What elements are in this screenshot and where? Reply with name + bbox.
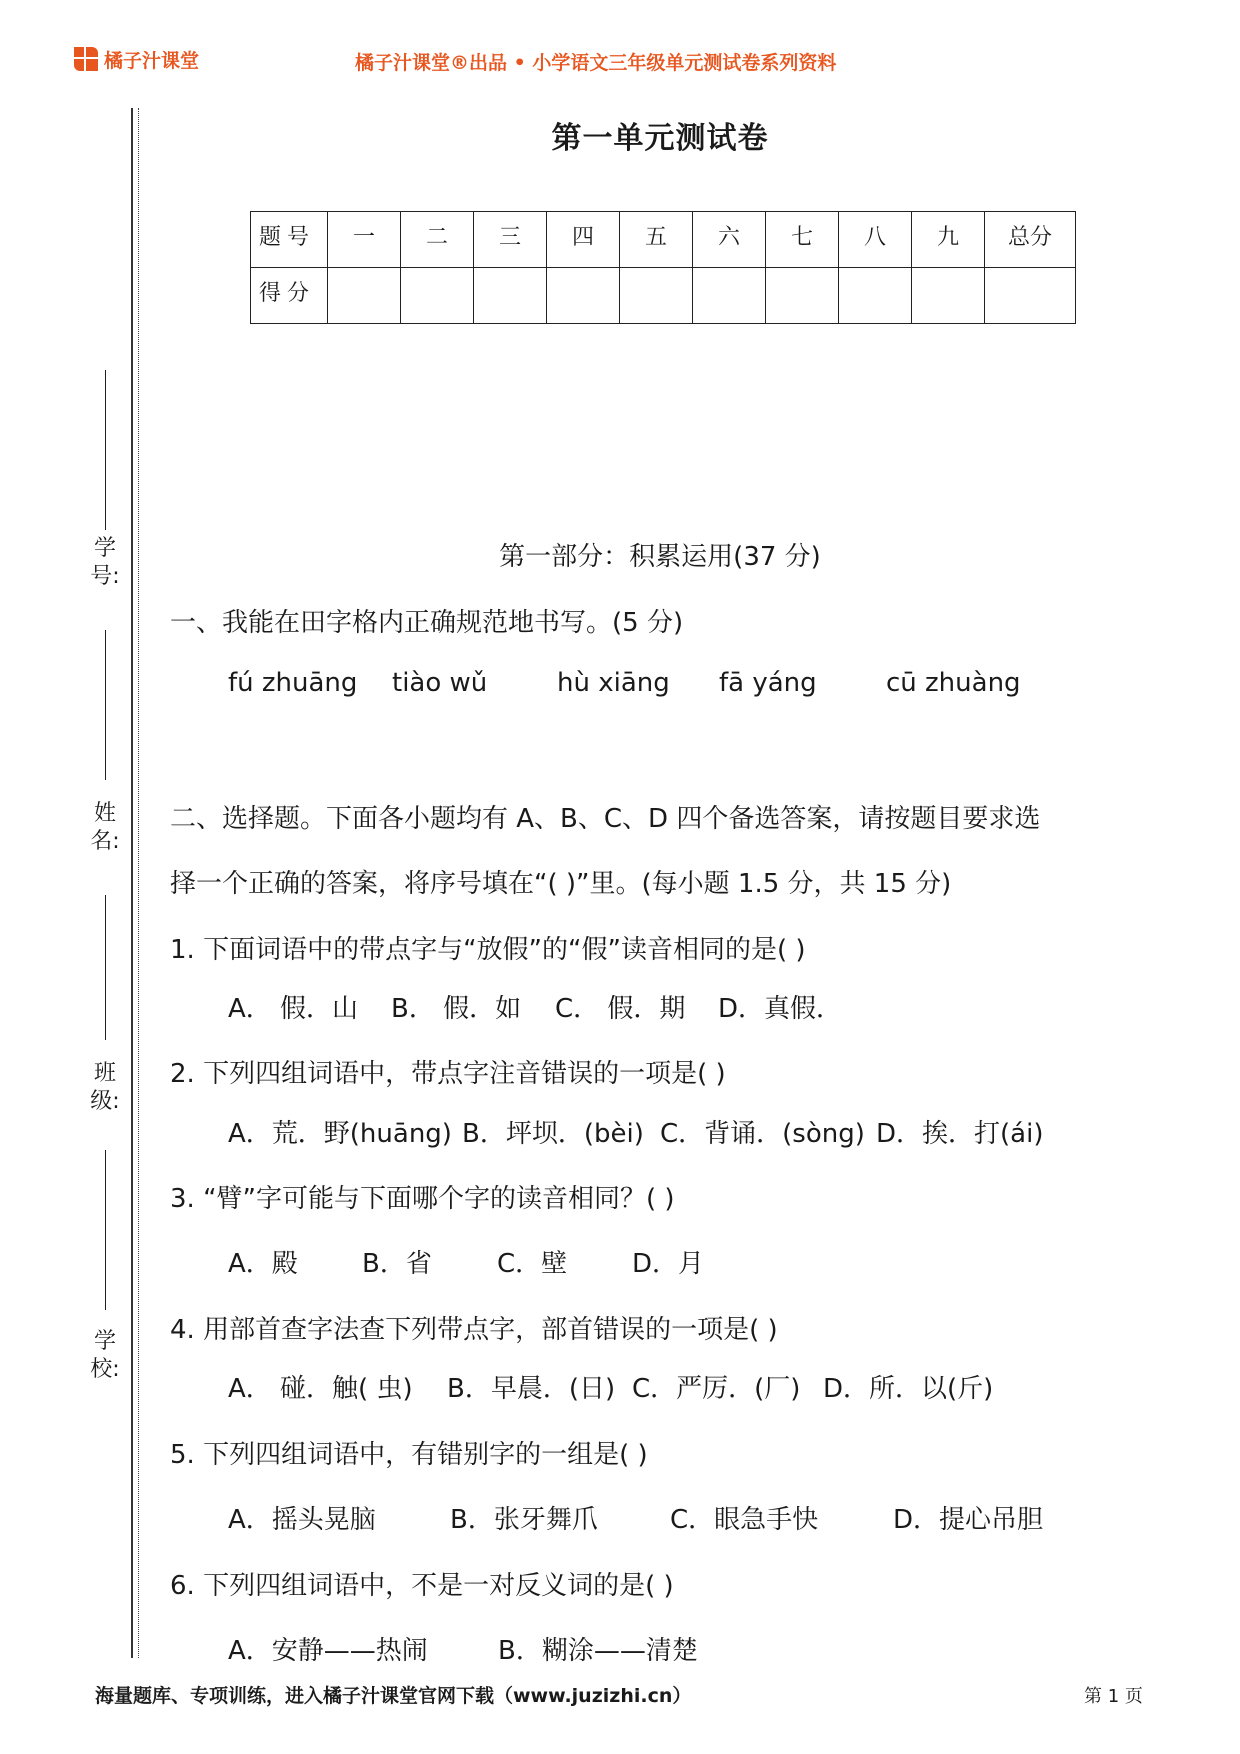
part-title: 第一部分：积累运用(37 分) bbox=[499, 542, 821, 572]
table-row bbox=[251, 268, 1076, 324]
question-stem: 1. 下面词语中的带点字与“放假”的“假”读音相同的是( ) bbox=[170, 935, 806, 965]
answer-option: B． 假．如 bbox=[391, 994, 522, 1024]
table-row-head: 题号 bbox=[251, 212, 328, 268]
answer-option: D．挨．打(ái) bbox=[876, 1119, 1044, 1149]
answer-option: C．眼急手快 bbox=[670, 1505, 819, 1535]
q2-heading: 二、选择题。下面各小题均有 A、B、C、D 四个备选答案，请按题目要求选 bbox=[170, 804, 1041, 834]
score-cell[interactable] bbox=[401, 268, 474, 324]
student-id-blank bbox=[105, 370, 106, 530]
table-col-header: 七 bbox=[766, 212, 839, 268]
answer-option: A． 假．山 bbox=[228, 994, 359, 1024]
orange-logo-icon bbox=[74, 47, 98, 71]
answer-option: C．严厉．(厂) bbox=[632, 1374, 801, 1404]
answer-option: C． 假．期 bbox=[555, 994, 686, 1024]
answer-option: C．背诵．(sòng) bbox=[660, 1119, 865, 1149]
binding-dotted-line bbox=[138, 108, 139, 1658]
table-col-header: 三 bbox=[474, 212, 547, 268]
question-stem: 5. 下列四组词语中，有错别字的一组是( ) bbox=[170, 1440, 648, 1470]
answer-option: A．安静——热闹 bbox=[228, 1636, 428, 1666]
class-blank bbox=[105, 895, 106, 1040]
question-stem: 3. “臂”字可能与下面哪个字的读音相同？( ) bbox=[170, 1184, 675, 1214]
table-col-header: 四 bbox=[547, 212, 620, 268]
table-col-header: 一 bbox=[328, 212, 401, 268]
name-label: 姓名: bbox=[90, 801, 120, 854]
logo-text: 橘子汁课堂 bbox=[104, 49, 200, 72]
score-cell[interactable] bbox=[693, 268, 766, 324]
school-blank bbox=[105, 1150, 106, 1310]
score-table bbox=[250, 211, 1076, 324]
answer-option: D．月 bbox=[632, 1249, 705, 1279]
table-col-header: 二 bbox=[401, 212, 474, 268]
table-row bbox=[251, 212, 1076, 268]
table-col-header: 八 bbox=[839, 212, 912, 268]
answer-option: D．提心吊胆 bbox=[893, 1505, 1044, 1535]
page-number: 第 1 页 bbox=[1084, 1686, 1143, 1707]
class-label: 班级: bbox=[90, 1061, 120, 1114]
answer-option: A．荒．野(huāng) bbox=[228, 1119, 452, 1149]
score-cell[interactable] bbox=[547, 268, 620, 324]
question-stem: 4. 用部首查字法查下列带点字，部首错误的一项是( ) bbox=[170, 1315, 778, 1345]
score-cell[interactable] bbox=[839, 268, 912, 324]
pinyin-item: fā yáng bbox=[719, 668, 817, 698]
footer-website-note: 海量题库、专项训练，进入橘子汁课堂官网下载（www.juzizhi.cn） bbox=[95, 1685, 692, 1707]
q1-heading: 一、我能在田字格内正确规范地书写。(5 分) bbox=[170, 608, 684, 638]
answer-option: D．所．以(斤) bbox=[823, 1374, 994, 1404]
answer-option: C．壁 bbox=[497, 1249, 568, 1279]
pinyin-item: fú zhuāng bbox=[228, 668, 358, 698]
score-cell[interactable] bbox=[474, 268, 547, 324]
binding-line bbox=[131, 108, 133, 1658]
answer-option: B．省 bbox=[362, 1249, 432, 1279]
answer-option: A．殿 bbox=[228, 1249, 298, 1279]
question-stem: 2. 下列四组词语中，带点字注音错误的一项是( ) bbox=[170, 1059, 726, 1089]
answer-option: D．真假． bbox=[718, 994, 843, 1024]
answer-option: B．张牙舞爪 bbox=[450, 1505, 598, 1535]
answer-option: B．糊涂——清楚 bbox=[498, 1636, 698, 1666]
brand-logo bbox=[74, 44, 199, 74]
header-title: 橘子汁课堂®出品 • 小学语文三年级单元测试卷系列资料 bbox=[355, 52, 837, 74]
score-cell[interactable] bbox=[985, 268, 1076, 324]
table-row-head: 得分 bbox=[251, 268, 328, 324]
score-cell[interactable] bbox=[912, 268, 985, 324]
table-col-header: 总分 bbox=[985, 212, 1076, 268]
answer-option: B．坪坝．(bèi) bbox=[462, 1119, 644, 1149]
score-cell[interactable] bbox=[766, 268, 839, 324]
answer-option: A． 碰．触( 虫) bbox=[228, 1374, 413, 1404]
school-label: 学校: bbox=[90, 1329, 120, 1382]
answer-option: A．摇头晃脑 bbox=[228, 1505, 376, 1535]
table-col-header: 六 bbox=[693, 212, 766, 268]
exam-title: 第一单元测试卷 bbox=[551, 121, 769, 156]
table-col-header: 五 bbox=[620, 212, 693, 268]
answer-option: B．早晨．(日) bbox=[447, 1374, 616, 1404]
q2-heading: 择一个正确的答案，将序号填在“( )”里。(每小题 1.5 分，共 15 分) bbox=[170, 869, 952, 899]
pinyin-item: cū zhuàng bbox=[886, 668, 1021, 698]
score-cell[interactable] bbox=[328, 268, 401, 324]
student-id-label: 学号: bbox=[90, 536, 120, 589]
pinyin-item: hù xiāng bbox=[557, 668, 670, 698]
score-cell[interactable] bbox=[620, 268, 693, 324]
table-col-header: 九 bbox=[912, 212, 985, 268]
pinyin-item: tiào wǔ bbox=[392, 668, 488, 698]
question-stem: 6. 下列四组词语中，不是一对反义词的是( ) bbox=[170, 1571, 674, 1601]
name-blank bbox=[105, 630, 106, 780]
